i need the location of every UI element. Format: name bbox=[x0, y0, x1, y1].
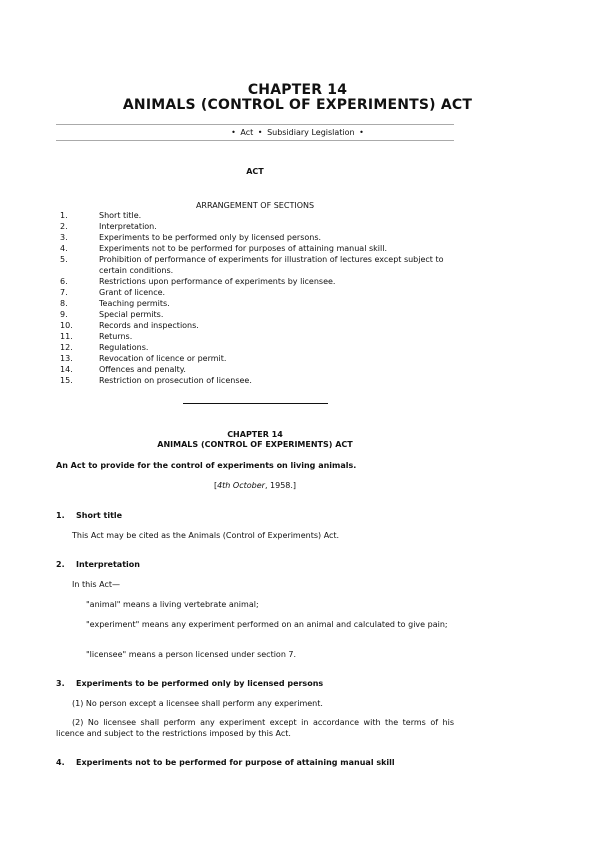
section-number: 4. bbox=[56, 758, 65, 767]
toc-item-number: 13. bbox=[60, 354, 73, 363]
body-chapter-number: CHAPTER 14 bbox=[227, 430, 283, 439]
nav-link-subsidiary-legislation[interactable]: Subsidiary Legislation bbox=[267, 128, 355, 137]
section-number: 1. bbox=[56, 511, 65, 520]
nav-bullet: • bbox=[231, 128, 236, 137]
toc-item-title: Returns. bbox=[99, 332, 133, 341]
toc-item-title: Grant of licence. bbox=[99, 288, 166, 297]
date-day: 4th October bbox=[217, 481, 265, 490]
toc-item-title: Prohibition of performance of experiments for illustration of lectures except subject to certain conditions. bbox=[99, 255, 444, 275]
divider-top bbox=[56, 124, 454, 125]
section-number: 3. bbox=[56, 679, 65, 688]
toc-item-title: Interpretation. bbox=[99, 222, 157, 231]
definition-animal: "animal" means a living vertebrate animal; bbox=[86, 600, 259, 609]
toc-item[interactable] bbox=[60, 298, 460, 309]
toc-item[interactable] bbox=[60, 276, 460, 287]
toc-item[interactable] bbox=[60, 375, 460, 386]
arrangement-heading: ARRANGEMENT OF SECTIONS bbox=[195, 201, 315, 210]
toc-item-title: Offences and penalty. bbox=[99, 365, 186, 374]
toc-item-title: Revocation of licence or permit. bbox=[99, 354, 227, 363]
nav-bullet: • bbox=[359, 128, 364, 137]
chapter-number: CHAPTER 14 bbox=[247, 82, 348, 98]
toc-item-number: 4. bbox=[60, 244, 68, 253]
toc-item-number: 1. bbox=[60, 211, 68, 220]
section-title: Experiments not to be performed for purpose of attaining manual skill bbox=[76, 758, 395, 767]
divider-bottom bbox=[56, 140, 454, 141]
toc-item-title: Restriction on prosecution of licensee. bbox=[99, 376, 252, 385]
long-title: An Act to provide for the control of experiments on living animals. bbox=[56, 461, 357, 470]
commencement-date bbox=[0, 481, 510, 490]
section-divider bbox=[183, 403, 328, 404]
toc-item-title: Special permits. bbox=[99, 310, 164, 319]
toc-item-title: Records and inspections. bbox=[99, 321, 199, 330]
section-number: 2. bbox=[56, 560, 65, 569]
toc-item-number: 11. bbox=[60, 332, 73, 341]
definition-experiment: "experiment" means any experiment performed on an animal and calculated to give pain; bbox=[86, 620, 448, 629]
toc-item-number: 15. bbox=[60, 376, 73, 385]
toc-item-number: 2. bbox=[60, 222, 68, 231]
toc-item[interactable] bbox=[60, 309, 460, 320]
toc-item[interactable] bbox=[60, 254, 460, 276]
toc-item[interactable] bbox=[60, 243, 460, 254]
toc-item[interactable] bbox=[60, 210, 460, 221]
toc-item[interactable] bbox=[60, 287, 460, 298]
section-title: Short title bbox=[76, 511, 123, 520]
toc-item-title: Teaching permits. bbox=[99, 299, 170, 308]
section-3-heading bbox=[56, 679, 323, 688]
nav-bullet: • bbox=[257, 128, 263, 137]
section-3-subsection-2: (2) No licensee shall perform any experiment except in accordance with the terms of his licence and subject to the restrictions imposed by this Act. bbox=[56, 718, 454, 738]
act-title: ANIMALS (CONTROL OF EXPERIMENTS) ACT bbox=[122, 97, 473, 113]
section-title: Experiments to be performed only by licensed persons bbox=[76, 679, 324, 688]
section-title: Interpretation bbox=[76, 560, 140, 569]
toc-item[interactable] bbox=[60, 364, 460, 375]
toc-item-title: Experiments not to be performed for purposes of attaining manual skill. bbox=[99, 244, 387, 253]
navigation-links bbox=[0, 128, 595, 137]
arrangement-list bbox=[60, 210, 460, 386]
toc-item-number: 3. bbox=[60, 233, 68, 242]
toc-item-title: Short title. bbox=[99, 211, 142, 220]
toc-item[interactable] bbox=[60, 353, 460, 364]
section-1-text: This Act may be cited as the Animals (Control of Experiments) Act. bbox=[72, 531, 340, 540]
date-bracket: [ bbox=[213, 481, 218, 490]
date-year: , 1958.] bbox=[264, 481, 297, 490]
definition-licensee: "licensee" means a person licensed under section 7. bbox=[86, 650, 297, 659]
toc-item[interactable] bbox=[60, 342, 460, 353]
toc-item-title: Experiments to be performed only by licensed persons. bbox=[99, 233, 322, 242]
toc-item-number: 9. bbox=[60, 310, 68, 319]
toc-item-number: 5. bbox=[60, 255, 68, 264]
toc-item-number: 7. bbox=[60, 288, 68, 297]
toc-item-number: 10. bbox=[60, 321, 73, 330]
section-2-intro: In this Act— bbox=[72, 580, 120, 589]
toc-item[interactable] bbox=[60, 221, 460, 232]
toc-item-number: 6. bbox=[60, 277, 68, 286]
section-1-heading bbox=[56, 511, 122, 520]
section-2-heading bbox=[56, 560, 140, 569]
toc-item-number: 12. bbox=[60, 343, 73, 352]
nav-link-act[interactable]: Act bbox=[240, 128, 254, 137]
toc-item[interactable] bbox=[60, 331, 460, 342]
toc-item-number: 8. bbox=[60, 299, 68, 308]
act-heading: ACT bbox=[246, 167, 264, 176]
toc-item[interactable] bbox=[60, 232, 460, 243]
section-3-subsection-1: (1) No person except a licensee shall perform any experiment. bbox=[72, 699, 323, 708]
body-act-title: ANIMALS (CONTROL OF EXPERIMENTS) ACT bbox=[157, 440, 353, 449]
toc-item-title: Regulations. bbox=[99, 343, 149, 352]
toc-item-number: 14. bbox=[60, 365, 73, 374]
toc-item[interactable] bbox=[60, 320, 460, 331]
toc-item-title: Restrictions upon performance of experiments by licensee. bbox=[99, 277, 336, 286]
section-4-heading bbox=[56, 758, 395, 767]
